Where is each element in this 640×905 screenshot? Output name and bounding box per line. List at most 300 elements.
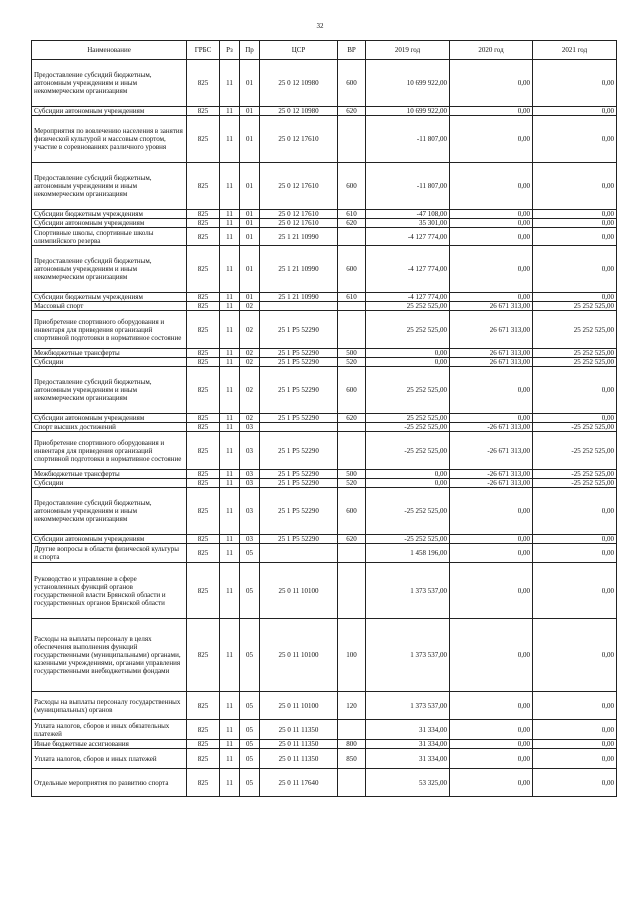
row-csr: 25 0 12 17610 [260,219,338,228]
row-pr: 05 [240,749,260,769]
row-pr: 05 [240,544,260,563]
row-2021: -25 252 525,00 [533,423,617,432]
row-2020: 0,00 [450,116,533,163]
table-row [32,163,617,210]
row-2021: 0,00 [533,535,617,544]
row-rz: 11 [220,228,240,246]
row-grbs: 825 [187,116,220,163]
row-name: Иные бюджетные ассигнования [32,740,187,749]
row-grbs: 825 [187,470,220,479]
row-vr [338,423,366,432]
row-csr: 25 0 12 17610 [260,116,338,163]
table-row [32,414,617,423]
row-rz: 11 [220,479,240,488]
row-csr: 25 0 11 10100 [260,563,338,619]
row-grbs: 825 [187,432,220,470]
row-csr: 25 1 P5 52290 [260,414,338,423]
row-2019: -25 252 525,00 [366,535,450,544]
row-grbs: 825 [187,619,220,692]
page-number: 32 [316,22,324,30]
row-2019: 25 252 525,00 [366,414,450,423]
row-vr: 500 [338,349,366,358]
table-row [32,720,617,740]
row-2019: 0,00 [366,349,450,358]
row-2020: -26 671 313,00 [450,470,533,479]
row-vr [338,563,366,619]
table-header-row [32,41,617,60]
row-vr [338,720,366,740]
row-grbs: 825 [187,163,220,210]
row-csr: 25 0 12 10980 [260,60,338,107]
row-2020: 26 671 313,00 [450,349,533,358]
table-row [32,367,617,414]
row-pr: 03 [240,535,260,544]
row-name: Другие вопросы в области физической культуры и спорта [32,544,187,563]
row-grbs: 825 [187,740,220,749]
header-grbs: ГРБС [187,41,220,60]
row-2019: -4 127 774,00 [366,246,450,293]
row-2021: 0,00 [533,246,617,293]
row-vr: 600 [338,367,366,414]
table-row [32,749,617,769]
row-2019: 1 373 537,00 [366,692,450,720]
row-name: Субсидии автономным учреждениям [32,219,187,228]
row-grbs: 825 [187,720,220,740]
row-pr: 01 [240,107,260,116]
row-2020: -26 671 313,00 [450,423,533,432]
row-vr: 600 [338,246,366,293]
row-csr: 25 0 12 17610 [260,210,338,219]
row-grbs: 825 [187,414,220,423]
row-2019: 53 325,00 [366,769,450,797]
row-vr [338,769,366,797]
row-2019: 10 699 922,00 [366,60,450,107]
row-csr: 25 1 P5 52290 [260,470,338,479]
header-2020: 2020 год [450,41,533,60]
row-2021: 0,00 [533,219,617,228]
table-row [32,544,617,563]
row-2021: 0,00 [533,488,617,535]
row-csr [260,302,338,311]
row-pr: 03 [240,470,260,479]
row-2021: 0,00 [533,619,617,692]
row-rz: 11 [220,432,240,470]
table-row [32,479,617,488]
row-name: Межбюджетные трансферты [32,349,187,358]
row-pr: 01 [240,60,260,107]
row-2019: 35 301,00 [366,219,450,228]
row-name: Межбюджетные трансферты [32,470,187,479]
row-2019: -4 127 774,00 [366,228,450,246]
table-row [32,740,617,749]
row-pr: 02 [240,367,260,414]
row-2020: 0,00 [450,228,533,246]
row-csr: 25 0 11 10100 [260,619,338,692]
table-row [32,293,617,302]
table-row [32,563,617,619]
row-rz: 11 [220,358,240,367]
row-2021: 0,00 [533,163,617,210]
table-row [32,219,617,228]
row-pr: 02 [240,302,260,311]
row-vr: 120 [338,692,366,720]
row-2020: 0,00 [450,769,533,797]
row-pr: 01 [240,246,260,293]
row-grbs: 825 [187,692,220,720]
table-row [32,210,617,219]
row-2019: 25 252 525,00 [366,367,450,414]
row-2021: 25 252 525,00 [533,302,617,311]
row-name: Предоставление субсидий бюджетным, автономным учреждениям и иным некоммерческим организациям [32,488,187,535]
row-csr [260,423,338,432]
row-csr: 25 1 P5 52290 [260,349,338,358]
row-csr: 25 1 P5 52290 [260,488,338,535]
row-2019: 1 373 537,00 [366,563,450,619]
table-row [32,107,617,116]
row-2021: 0,00 [533,293,617,302]
row-pr: 03 [240,423,260,432]
row-grbs: 825 [187,769,220,797]
row-2019: -25 252 525,00 [366,432,450,470]
row-rz: 11 [220,423,240,432]
row-name: Субсидии бюджетным учреждениям [32,210,187,219]
row-grbs: 825 [187,210,220,219]
row-name: Предоставление субсидий бюджетным, автономным учреждениям и иным некоммерческим организациям [32,163,187,210]
row-grbs: 825 [187,293,220,302]
row-rz: 11 [220,535,240,544]
row-2021: 0,00 [533,692,617,720]
row-rz: 11 [220,107,240,116]
row-name: Приобретение спортивного оборудования и инвентаря для приведения организаций спортивной подготовки в нормативное состояние [32,311,187,349]
row-grbs: 825 [187,219,220,228]
row-name: Предоставление субсидий бюджетным, автономным учреждениям и иным некоммерческим организациям [32,367,187,414]
row-rz: 11 [220,740,240,749]
row-pr: 03 [240,479,260,488]
row-rz: 11 [220,60,240,107]
row-2021: 25 252 525,00 [533,311,617,349]
row-grbs: 825 [187,246,220,293]
row-grbs: 825 [187,749,220,769]
row-2019: 31 334,00 [366,740,450,749]
row-csr: 25 1 P5 52290 [260,432,338,470]
row-pr: 05 [240,619,260,692]
row-rz: 11 [220,414,240,423]
row-2020: 0,00 [450,219,533,228]
row-2020: -26 671 313,00 [450,479,533,488]
row-name: Расходы на выплаты персоналу государственных (муниципальных) органов [32,692,187,720]
row-vr: 620 [338,535,366,544]
table-row [32,311,617,349]
row-2021: -25 252 525,00 [533,470,617,479]
row-rz: 11 [220,219,240,228]
header-vr: ВР [338,41,366,60]
row-name: Спорт высших достижений [32,423,187,432]
row-2020: 0,00 [450,488,533,535]
row-rz: 11 [220,720,240,740]
table-body [32,60,617,797]
row-2020: 0,00 [450,163,533,210]
row-vr: 500 [338,470,366,479]
row-2019: -25 252 525,00 [366,423,450,432]
table-row [32,60,617,107]
row-2020: 0,00 [450,367,533,414]
row-vr [338,432,366,470]
row-pr: 01 [240,163,260,210]
row-grbs: 825 [187,302,220,311]
row-pr: 02 [240,358,260,367]
row-2020: 26 671 313,00 [450,311,533,349]
row-name: Субсидии автономным учреждениям [32,107,187,116]
row-2019: -25 252 525,00 [366,488,450,535]
row-csr: 25 0 11 11350 [260,749,338,769]
row-rz: 11 [220,210,240,219]
row-vr [338,116,366,163]
table-row [32,432,617,470]
row-csr: 25 1 21 10990 [260,246,338,293]
table-row [32,769,617,797]
table-row [32,470,617,479]
row-2020: -26 671 313,00 [450,432,533,470]
row-csr: 25 0 12 10980 [260,107,338,116]
row-rz: 11 [220,246,240,293]
row-name: Уплата налогов, сборов и иных платежей [32,749,187,769]
row-pr: 01 [240,210,260,219]
row-name: Субсидии автономным учреждениям [32,414,187,423]
row-vr: 100 [338,619,366,692]
row-rz: 11 [220,367,240,414]
row-vr [338,302,366,311]
row-csr: 25 0 12 17610 [260,163,338,210]
row-2021: 0,00 [533,210,617,219]
row-csr: 25 1 21 10990 [260,228,338,246]
row-2020: 0,00 [450,246,533,293]
row-2021: 0,00 [533,60,617,107]
row-name: Отдельные мероприятия по развитию спорта [32,769,187,797]
row-2020: 0,00 [450,692,533,720]
row-vr: 600 [338,488,366,535]
row-name: Субсидии бюджетным учреждениям [32,293,187,302]
row-grbs: 825 [187,479,220,488]
header-2021: 2021 год [533,41,617,60]
row-grbs: 825 [187,349,220,358]
row-2019: 0,00 [366,470,450,479]
row-2019: -47 108,00 [366,210,450,219]
row-rz: 11 [220,349,240,358]
row-rz: 11 [220,769,240,797]
row-2020: 0,00 [450,544,533,563]
row-rz: 11 [220,470,240,479]
row-csr: 25 1 P5 52290 [260,535,338,544]
row-csr: 25 0 11 17640 [260,769,338,797]
row-pr: 01 [240,219,260,228]
row-rz: 11 [220,311,240,349]
row-pr: 05 [240,692,260,720]
row-2021: 0,00 [533,228,617,246]
budget-table [31,40,617,797]
table-row [32,246,617,293]
row-vr: 800 [338,740,366,749]
row-2019: 31 334,00 [366,749,450,769]
row-grbs: 825 [187,367,220,414]
row-rz: 11 [220,563,240,619]
row-2020: 0,00 [450,414,533,423]
row-vr: 600 [338,163,366,210]
table-row [32,302,617,311]
row-pr: 03 [240,432,260,470]
row-name: Предоставление субсидий бюджетным, автономным учреждениям и иным некоммерческим организациям [32,246,187,293]
row-2021: 0,00 [533,563,617,619]
row-vr: 850 [338,749,366,769]
row-grbs: 825 [187,358,220,367]
row-vr [338,544,366,563]
row-2019: -4 127 774,00 [366,293,450,302]
row-vr: 620 [338,414,366,423]
row-grbs: 825 [187,544,220,563]
row-2021: 0,00 [533,414,617,423]
row-2021: 0,00 [533,367,617,414]
row-2021: 25 252 525,00 [533,349,617,358]
table-row [32,535,617,544]
row-grbs: 825 [187,563,220,619]
row-2020: 0,00 [450,107,533,116]
row-name: Мероприятия по вовлечению населения в занятия физической культурой и массовым спортом, участие в соревнованиях различного уровня [32,116,187,163]
row-2019: 10 699 922,00 [366,107,450,116]
row-name: Уплата налогов, сборов и иных обязательных платежей [32,720,187,740]
table-row [32,692,617,720]
row-2019: 1 458 196,00 [366,544,450,563]
header-name: Наименование [32,41,187,60]
row-2020: 0,00 [450,535,533,544]
row-rz: 11 [220,544,240,563]
row-2021: -25 252 525,00 [533,432,617,470]
row-2021: -25 252 525,00 [533,479,617,488]
row-2019: 25 252 525,00 [366,311,450,349]
row-pr: 05 [240,769,260,797]
row-vr: 520 [338,479,366,488]
row-vr [338,311,366,349]
row-name: Предоставление субсидий бюджетным, автономным учреждениям и иным некоммерческим организациям [32,60,187,107]
row-grbs: 825 [187,535,220,544]
row-2020: 0,00 [450,563,533,619]
header-pr: Пр [240,41,260,60]
row-grbs: 825 [187,423,220,432]
header-2019: 2019 год [366,41,450,60]
row-pr: 02 [240,311,260,349]
table-row [32,349,617,358]
row-grbs: 825 [187,311,220,349]
row-pr: 01 [240,228,260,246]
row-rz: 11 [220,619,240,692]
row-csr: 25 1 P5 52290 [260,479,338,488]
row-rz: 11 [220,692,240,720]
row-2020: 0,00 [450,619,533,692]
row-rz: 11 [220,163,240,210]
row-csr: 25 0 11 11350 [260,740,338,749]
row-2019: 31 334,00 [366,720,450,740]
row-grbs: 825 [187,60,220,107]
row-2019: 0,00 [366,358,450,367]
row-2021: 0,00 [533,769,617,797]
row-rz: 11 [220,116,240,163]
row-2020: 0,00 [450,740,533,749]
row-csr: 25 1 21 10990 [260,293,338,302]
row-2021: 25 252 525,00 [533,358,617,367]
row-name: Субсидии [32,358,187,367]
header-csr: ЦСР [260,41,338,60]
row-pr: 05 [240,740,260,749]
row-vr: 620 [338,107,366,116]
row-2019: -11 807,00 [366,163,450,210]
row-vr: 520 [338,358,366,367]
row-name: Субсидии [32,479,187,488]
row-csr: 25 0 11 10100 [260,692,338,720]
row-pr: 02 [240,349,260,358]
row-2019: 25 252 525,00 [366,302,450,311]
table-row [32,116,617,163]
row-2021: 0,00 [533,116,617,163]
row-rz: 11 [220,293,240,302]
row-pr: 01 [240,116,260,163]
row-vr: 600 [338,60,366,107]
row-2021: 0,00 [533,749,617,769]
row-2020: 0,00 [450,60,533,107]
header-rz: Рз [220,41,240,60]
row-2021: 0,00 [533,740,617,749]
row-pr: 02 [240,414,260,423]
row-name: Спортивные школы, спортивные школы олимпийского резерва [32,228,187,246]
row-2019: 0,00 [366,479,450,488]
table-row [32,358,617,367]
row-rz: 11 [220,488,240,535]
row-vr [338,228,366,246]
row-rz: 11 [220,749,240,769]
row-pr: 05 [240,563,260,619]
row-pr: 03 [240,488,260,535]
row-2019: 1 373 537,00 [366,619,450,692]
row-name: Руководство и управление в сфере установленных функций органов государственной власти Брянской области и государственных органов Брянской области [32,563,187,619]
row-csr [260,544,338,563]
row-vr: 610 [338,293,366,302]
table-row [32,423,617,432]
row-csr: 25 1 P5 52290 [260,367,338,414]
table-row [32,488,617,535]
row-2020: 0,00 [450,210,533,219]
row-pr: 01 [240,293,260,302]
row-grbs: 825 [187,107,220,116]
row-2021: 0,00 [533,544,617,563]
row-name: Массовый спорт [32,302,187,311]
row-name: Расходы на выплаты персоналу в целях обеспечения выполнения функций государственными (муниципальными) органами, казенными учреждениями, органами управления государственными внебюджетными фондами [32,619,187,692]
row-rz: 11 [220,302,240,311]
row-pr: 05 [240,720,260,740]
table-row [32,619,617,692]
row-name: Субсидии автономным учреждениям [32,535,187,544]
row-csr: 25 1 P5 52290 [260,311,338,349]
table-row [32,228,617,246]
row-2021: 0,00 [533,720,617,740]
row-csr: 25 0 11 11350 [260,720,338,740]
row-vr: 620 [338,219,366,228]
row-2020: 0,00 [450,293,533,302]
row-2019: -11 807,00 [366,116,450,163]
row-csr: 25 1 P5 52290 [260,358,338,367]
row-2020: 26 671 313,00 [450,358,533,367]
row-2021: 0,00 [533,107,617,116]
row-2020: 26 671 313,00 [450,302,533,311]
row-vr: 610 [338,210,366,219]
row-2020: 0,00 [450,720,533,740]
row-2020: 0,00 [450,749,533,769]
